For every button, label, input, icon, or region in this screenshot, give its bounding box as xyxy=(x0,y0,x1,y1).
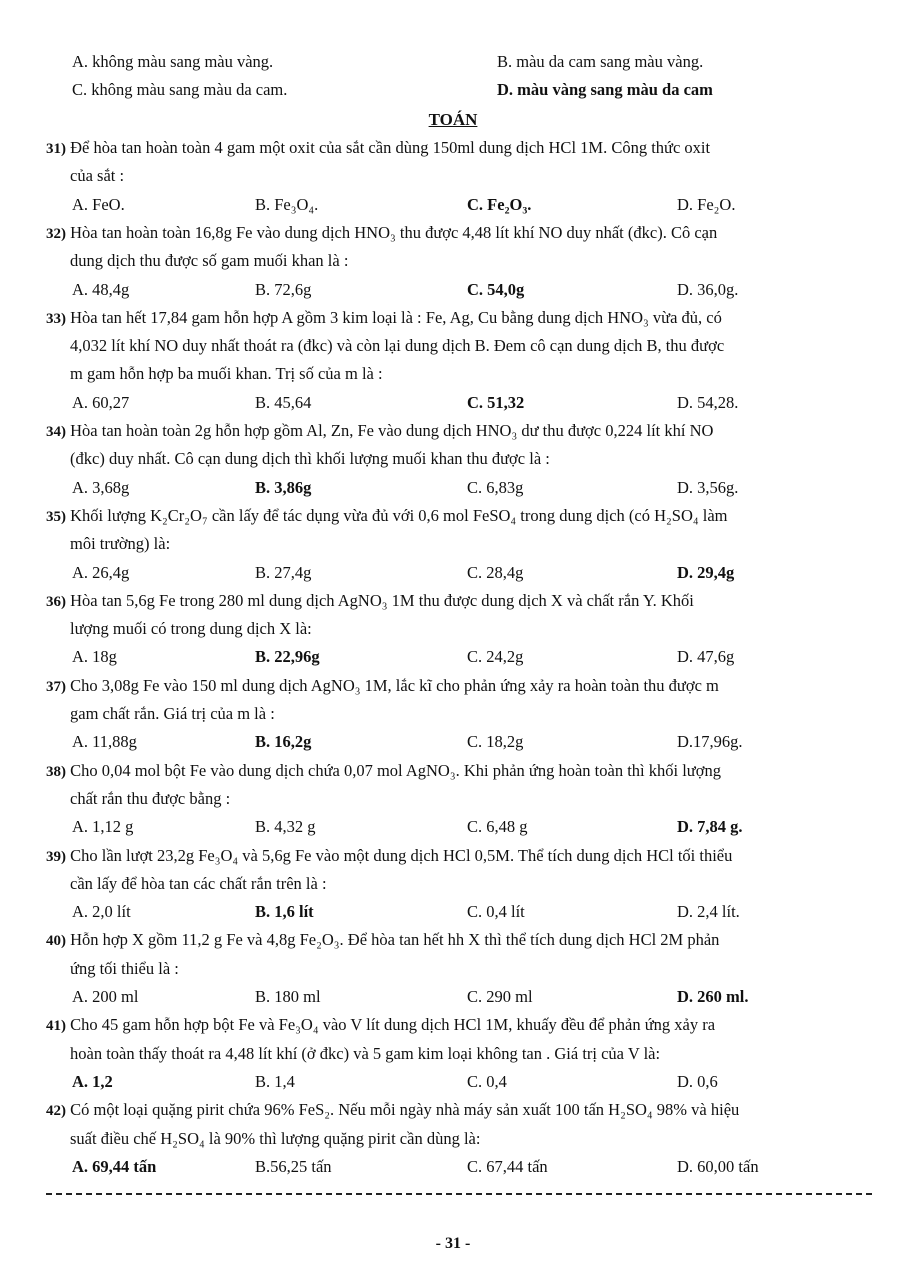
answer-option-c: C. 18,2g xyxy=(467,732,524,752)
answer-option-a: A. 60,27 xyxy=(72,392,130,412)
answer-option-d: D. 47,6g xyxy=(677,647,735,667)
question-text xyxy=(46,417,876,446)
question-text xyxy=(46,587,876,616)
question-text xyxy=(46,926,876,955)
question-text-continued: chất rắn thu được bằng : xyxy=(70,788,231,808)
question-number: 42) xyxy=(46,1103,66,1120)
answer-option-d: D. 0,6 xyxy=(677,1071,718,1091)
answer-option-c: C. 6,83g xyxy=(467,477,524,497)
answer-option-d: D. 36,0g. xyxy=(677,279,739,299)
answer-options xyxy=(0,813,906,841)
question-number: 33) xyxy=(46,310,66,327)
answer-option-a: A. 200 ml xyxy=(72,987,139,1006)
answer-option-b: B. Fe₃O₄. xyxy=(255,194,319,214)
question-text-continued: của sắt : xyxy=(70,166,125,186)
answer-option-d: D. 54,28. xyxy=(677,392,739,412)
answer-options xyxy=(0,474,906,502)
question-line: Cho lần lượt 23,2g Fe₃O₄ và 5,6g Fe vào một dung dịch HCl 0,5M. Thể tích dung dịch HCl tối thiểu xyxy=(70,845,733,865)
answer-option-b: B. 1,6 lít xyxy=(255,902,314,922)
prev-option-d: D. màu vàng sang màu da cam xyxy=(497,80,713,99)
question-number: 39) xyxy=(46,848,66,865)
answer-option-a: A. 1,12 g xyxy=(72,817,134,837)
question-text xyxy=(46,757,876,786)
question-text xyxy=(46,134,876,163)
answer-option-d: D. 260 ml. xyxy=(677,987,749,1006)
answer-option-b: B. 3,86g xyxy=(255,477,312,497)
question-text-continued: cần lấy để hòa tan các chất rắn trên là : xyxy=(70,873,327,893)
answer-options xyxy=(0,389,906,417)
answer-option-c: C. 51,32 xyxy=(467,392,525,412)
question-text-continued: gam chất rắn. Giá trị của m là : xyxy=(70,704,275,723)
question-line: Hòa tan hoàn toàn 2g hỗn hợp gồm Al, Zn, Fe vào dung dịch HNO₃ dư thu được 0,224 lít khí NO xyxy=(70,421,714,440)
question-text-continued: hoàn toàn thấy thoát ra 4,48 lít khí (ở đkc) và 5 gam kim loại không tan . Giá trị của V là: xyxy=(70,1043,661,1063)
question-line: Cho 45 gam hỗn hợp bột Fe và Fe₃O₄ vào V lít dung dịch HCl 1M, khuấy đều để phản ứng xảy ra xyxy=(70,1015,716,1035)
question-text-continued: môi trường) là: xyxy=(70,534,171,554)
question-text xyxy=(46,842,876,871)
answer-option-a: A. 69,44 tấn xyxy=(72,1156,157,1176)
answer-option-a: A. 26,4g xyxy=(72,562,130,582)
answer-option-d: D. 29,4g xyxy=(677,562,735,582)
question-line: Hòa tan hết 17,84 gam hỗn hợp A gồm 3 kim loại là : Fe, Ag, Cu bằng dung dịch HNO₃ vừa đủ, có xyxy=(70,307,722,327)
question-line: Hòa tan hoàn toàn 16,8g Fe vào dung dịch HNO₃ thu được 4,48 lít khí NO duy nhất (đkc). Cô cạn xyxy=(70,222,718,242)
question-number: 35) xyxy=(46,508,66,525)
prev-option-c: C. không màu sang màu da cam. xyxy=(72,80,288,99)
answer-options xyxy=(0,191,906,219)
answer-options xyxy=(0,643,906,671)
answer-option-a: A. 1,2 xyxy=(72,1071,113,1091)
answer-options xyxy=(0,1068,906,1096)
answer-option-c: C. 6,48 g xyxy=(467,817,528,837)
answer-option-d: D. Fe₂O. xyxy=(677,194,736,214)
question-text xyxy=(46,1011,876,1040)
prev-options-row-1 xyxy=(0,48,906,76)
answer-option-a: A. 3,68g xyxy=(72,477,130,497)
answer-option-c: C. 290 ml xyxy=(467,987,533,1006)
question-line: Khối lượng K₂Cr₂O₇ cần lấy để tác dụng vừa đủ với 0,6 mol FeSO₄ trong dung dịch (có H₂SO₄ làm xyxy=(70,505,728,525)
answer-option-d: D. 7,84 g. xyxy=(677,817,743,837)
question-number: 34) xyxy=(46,424,66,440)
answer-option-b: B. 180 ml xyxy=(255,987,321,1006)
question-text-continued: ứng tối thiểu là : xyxy=(70,958,179,978)
question-text xyxy=(46,502,876,531)
answer-option-b: B. 1,4 xyxy=(255,1071,295,1091)
question-text xyxy=(46,672,876,701)
answer-option-b: B. 4,32 g xyxy=(255,817,316,837)
answer-option-d: D. 2,4 lít. xyxy=(677,902,740,922)
question-number: 40) xyxy=(46,933,66,950)
question-line: Hỗn hợp X gồm 11,2 g Fe và 4,8g Fe₂O₃. Để hòa tan hết hh X thì thể tích dung dịch HCl 2M phản xyxy=(70,930,720,950)
question-number: 31) xyxy=(46,141,66,157)
question-text xyxy=(46,1096,876,1125)
answer-option-d: D. 3,56g. xyxy=(677,477,739,497)
question-number: 41) xyxy=(46,1018,66,1035)
answer-option-b: B. 45,64 xyxy=(255,392,312,412)
question-number: 37) xyxy=(46,678,66,695)
question-number: 36) xyxy=(46,593,66,610)
question-number: 38) xyxy=(46,763,66,780)
answer-options xyxy=(0,1153,906,1181)
question-text-continued: (đkc) duy nhất. Cô cạn dung dịch thì khối lượng muối khan thu được là : xyxy=(70,449,550,469)
answer-options xyxy=(0,559,906,587)
question-line: Cho 3,08g Fe vào 150 ml dung dịch AgNO₃ 1M, lắc kĩ cho phản ứng xảy ra hoàn toàn thu được m xyxy=(70,675,719,695)
question-text-continued: dung dịch thu được số gam muối khan là : xyxy=(70,251,349,271)
question-line: Để hòa tan hoàn toàn 4 gam một oxit của sắt cần dùng 150ml dung dịch HCl 1M. Công thức oxit xyxy=(70,138,711,157)
prev-option-b: B. màu da cam sang màu vàng. xyxy=(497,52,704,71)
question-number: 32) xyxy=(46,225,66,242)
answer-option-b: B. 72,6g xyxy=(255,279,312,299)
answer-options xyxy=(0,276,906,304)
answer-option-c: C. Fe₂O₃. xyxy=(467,194,532,214)
answer-option-c: C. 0,4 xyxy=(467,1071,507,1091)
answer-option-b: B.56,25 tấn xyxy=(255,1156,332,1176)
question-text xyxy=(46,304,876,333)
answer-option-c: C. 67,44 tấn xyxy=(467,1156,548,1176)
prev-options-row-2 xyxy=(0,76,906,104)
question-text-continued: lượng muối có trong dung dịch X là: xyxy=(70,619,312,639)
question-line: Hòa tan 5,6g Fe trong 280 ml dung dịch AgNO₃ 1M thu được dung dịch X và chất rắn Y. Khối xyxy=(70,590,694,610)
answer-option-b: B. 16,2g xyxy=(255,732,312,752)
dashed-separator xyxy=(46,1193,872,1195)
answer-option-d: D. 60,00 tấn xyxy=(677,1156,759,1176)
page-number: - 31 - xyxy=(435,1235,471,1252)
answer-option-c: C. 24,2g xyxy=(467,647,524,667)
answer-option-a: A. 48,4g xyxy=(72,279,130,299)
question-text-continued: suất điều chế H₂SO₄ là 90% thì lượng quặng pirit cần dùng là: xyxy=(70,1128,481,1148)
answer-option-c: C. 54,0g xyxy=(467,279,525,299)
answer-option-b: B. 22,96g xyxy=(255,647,320,667)
answer-options xyxy=(0,983,906,1011)
answer-option-a: A. 18g xyxy=(72,647,117,667)
question-line: Có một loại quặng pirit chứa 96% FeS₂. Nếu mỗi ngày nhà máy sản xuất 100 tấn H₂SO₄ 98% và hiệu xyxy=(70,1100,740,1120)
question-text xyxy=(46,219,876,248)
answer-options xyxy=(0,898,906,926)
answer-option-d: D.17,96g. xyxy=(677,732,743,752)
answer-option-b: B. 27,4g xyxy=(255,562,312,582)
answer-option-a: A. FeO. xyxy=(72,194,125,214)
question-text-continued: 4,032 lít khí NO duy nhất thoát ra (đkc) và còn lại dung dịch B. Đem cô cạn dung dịch B, thu được xyxy=(70,336,725,356)
answer-option-a: A. 11,88g xyxy=(72,732,137,752)
answer-option-c: C. 0,4 lít xyxy=(467,902,525,922)
answer-option-a: A. 2,0 lít xyxy=(72,902,131,922)
section-title: TOÁN xyxy=(428,110,478,129)
question-line: Cho 0,04 mol bột Fe vào dung dịch chứa 0,07 mol AgNO₃. Khi phản ứng hoàn toàn thì khối lượng xyxy=(70,760,721,780)
answer-options xyxy=(0,728,906,756)
prev-option-a: A. không màu sang màu vàng. xyxy=(72,52,274,71)
question-text-continued: m gam hỗn hợp ba muối khan. Trị số của m là : xyxy=(70,364,383,384)
answer-option-c: C. 28,4g xyxy=(467,562,524,582)
